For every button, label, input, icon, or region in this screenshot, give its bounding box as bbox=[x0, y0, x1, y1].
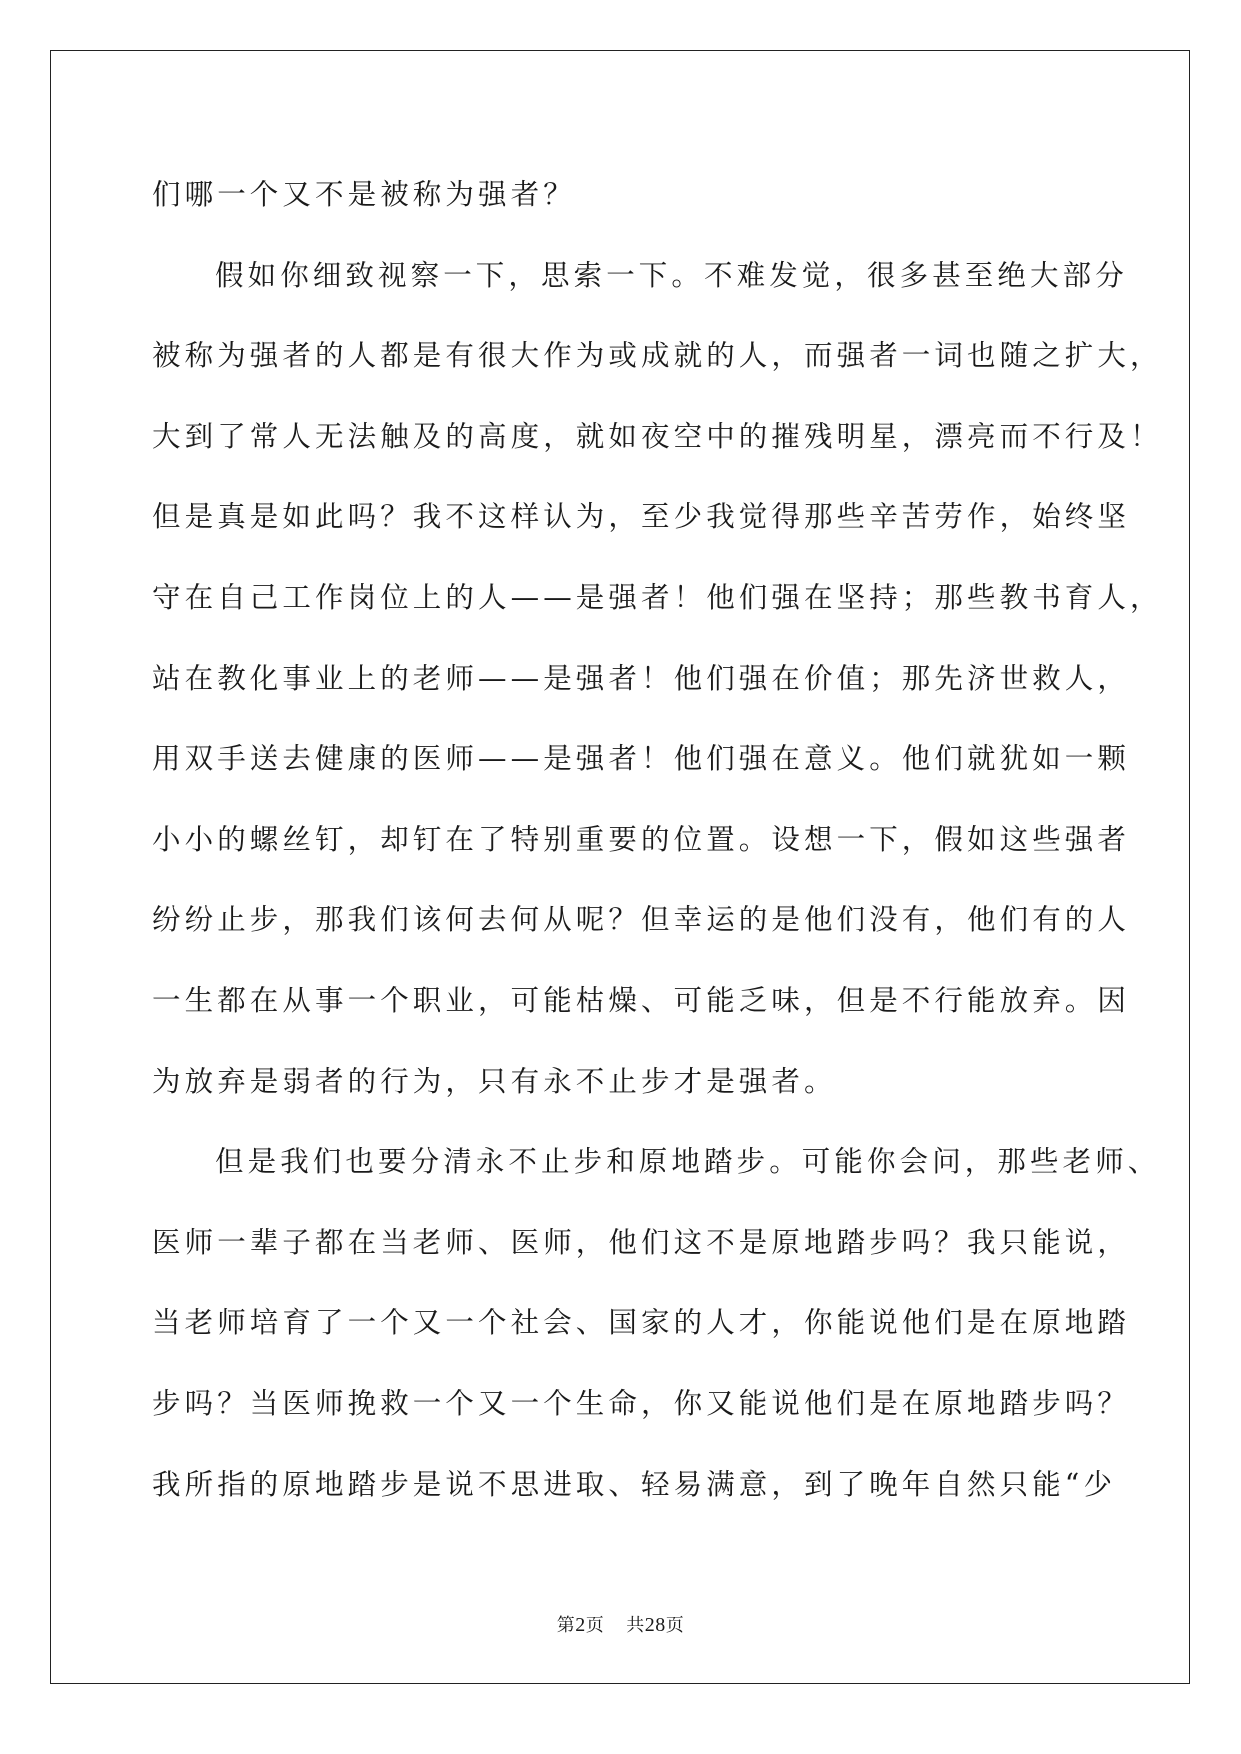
paragraph-first-line: 假如你细致视察一下，思索一下。不难发觉，很多甚至绝大部分 bbox=[215, 258, 1128, 292]
text-line: 们哪一个又不是被称为强者？ bbox=[152, 178, 576, 211]
total-prefix: 共 bbox=[626, 1615, 645, 1636]
body-text bbox=[152, 155, 1163, 1525]
text-line: 用双手送去健康的医师——是强者！他们强在意义。他们就犹如一颗 bbox=[152, 742, 1131, 776]
text-line: 我所指的原地踏步是说不思进取、轻易满意，到了晚年自然只能“少 bbox=[152, 1467, 1117, 1501]
text-line: 但是真是如此吗？我不这样认为，至少我觉得那些辛苦劳作，始终坚 bbox=[152, 500, 1131, 534]
text-line: 为放弃是弱者的行为，只有永不止步才是强者。 bbox=[152, 1064, 837, 1098]
total-pages: 28 bbox=[644, 1614, 666, 1636]
text-line: 当老师培育了一个又一个社会、国家的人才，你能说他们是在原地踏 bbox=[152, 1306, 1131, 1340]
text-line: 站在教化事业上的老师——是强者！他们强在价值；那先济世救人， bbox=[152, 661, 1131, 695]
page-prefix: 第 bbox=[556, 1615, 576, 1636]
total-suffix: 页 bbox=[665, 1615, 685, 1636]
text-line: 一生都在从事一个职业，可能枯燥、可能乏味，但是不行能放弃。因 bbox=[152, 983, 1131, 1017]
text-line: 医师一辈子都在当老师、医师，他们这不是原地踏步吗？我只能说， bbox=[152, 1225, 1131, 1259]
page-number: 2 bbox=[575, 1614, 586, 1636]
text-line: 被称为强者的人都是有很大作为或成就的人，而强者一词也随之扩大， bbox=[152, 339, 1163, 373]
page-suffix: 页 bbox=[585, 1615, 605, 1636]
text-line: 大到了常人无法触及的高度，就如夜空中的摧残明星，漂亮而不行及！ bbox=[152, 419, 1163, 453]
text-line: 纷纷止步，那我们该何去何从呢？但幸运的是他们没有，他们有的人 bbox=[152, 903, 1131, 937]
page-footer bbox=[0, 1612, 1241, 1639]
text-line: 步吗？当医师挽救一个又一个生命，你又能说他们是在原地踏步吗？ bbox=[152, 1386, 1131, 1420]
text-line: 守在自己工作岗位上的人——是强者！他们强在坚持；那些教书育人， bbox=[152, 580, 1163, 614]
text-line: 小小的螺丝钉，却钉在了特别重要的位置。设想一下，假如这些强者 bbox=[152, 822, 1131, 856]
paragraph-first-line: 但是我们也要分清永不止步和原地踏步。可能你会问，那些老师、 bbox=[215, 1145, 1161, 1179]
